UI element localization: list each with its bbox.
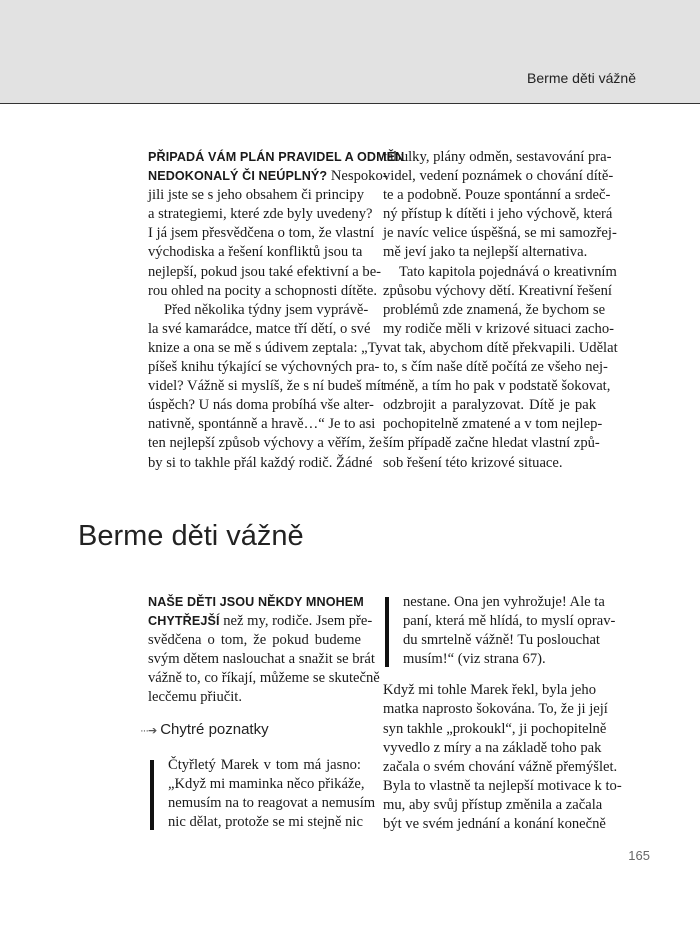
lead-in: CHYTŘEJŠÍ	[148, 614, 220, 629]
text-line: problémů zde znamená, že bychom se	[383, 301, 606, 318]
dotted-arrow-icon: ···➔	[140, 724, 157, 737]
text-line	[148, 612, 373, 631]
lead-in: NAŠE DĚTI JSOU NĚKDY MNOHEM	[148, 595, 364, 609]
text-line: knize a ona se mě s údivem zeptala: „Ty	[148, 339, 383, 356]
text-line: te a podobně. Pouze spontánní a srdeč-	[383, 187, 611, 204]
text-line: videl? Vážně si myslíš, že s ní budeš mít	[148, 378, 385, 395]
text-line: tabulky, plány odměn, sestavování pra-	[383, 149, 612, 165]
text-line: nestane. Ona jen vyhrožuje! Ale ta	[403, 594, 605, 610]
text-line	[148, 167, 388, 186]
spacer	[383, 669, 596, 681]
text-line: ný přístup k dítěti i jeho výchově, která	[383, 206, 613, 223]
text-line: východiska a řešení konfliktů jsou ta	[148, 244, 363, 261]
text-line: la své kamarádce, matce tří dětí, o své	[148, 320, 371, 337]
text-line: odzbrojit a paralyzovat. Dítě je pak	[383, 397, 596, 414]
text-line: Tato kapitola pojednává o kreativním	[399, 263, 617, 280]
text-line: ším případě začne hledat vlastní způ-	[383, 435, 600, 452]
text-line: svým dětem naslouchat a snažit se brát	[148, 651, 375, 668]
text-line: by si to takhle přál každý rodič. Žádné	[148, 454, 373, 471]
text-line: Čtyřletý Marek v tom má jasno:	[168, 756, 361, 773]
text-line: syn takhle „prokoukl“, ji pochopitelně	[383, 720, 607, 737]
text-line: ten nejlepší způsob výchovy a věřím, že	[148, 435, 382, 452]
text-line: píšeš knihu týkající se výchovných pra-	[148, 359, 380, 376]
text-line: du smrtelně vážně! Tu poslouchat	[403, 632, 600, 649]
section-title: Berme děti vážně	[78, 520, 304, 552]
text-line: je navíc velice úspěšná, se mi samozřej-	[383, 225, 617, 242]
text-line: videl, vedení poznámek o chování dítě-	[383, 168, 614, 185]
text-line: a strategiemi, které zde byly uvedeny?	[148, 206, 373, 223]
text-line: svědčena o tom, že pokud budeme	[148, 632, 361, 649]
subhead-label: Chytré poznatky	[160, 720, 269, 738]
text-line: lecčemu přiučit.	[148, 689, 243, 706]
text-line: méně, a tím ho pak v podstatě šokovat,	[383, 378, 611, 395]
text-line: Nespoko-	[327, 168, 388, 185]
text-line: začala o svém chování vážně přemýšlet.	[383, 758, 618, 775]
top-left-column	[148, 148, 405, 473]
text-line: nemusím na to reagovat a nemusím	[168, 794, 376, 811]
text-line: Když mi tohle Marek řekl, byla jeho	[383, 682, 596, 699]
top-right-column	[383, 148, 618, 473]
running-title: Berme děti vážně	[527, 70, 636, 86]
text-line: sob řešení této krizové situace.	[383, 454, 563, 471]
text-line: než my, rodiče. Jsem pře-	[219, 613, 373, 630]
text-line: jili jste se s jeho obsahem či principy	[148, 187, 365, 204]
text-line: Před několika týdny jsem vyprávě-	[164, 301, 369, 318]
text-line: vat tak, abychom dítě překvapili. Udělat	[383, 339, 618, 356]
text-line: musím!“ (viz strana 67).	[403, 651, 546, 668]
quote-bar	[385, 597, 389, 667]
text-line: my rodiče měli v krizové situaci zacho-	[383, 320, 614, 337]
text-line: být ve svém jednání a konání konečně	[383, 816, 606, 833]
quote-block	[148, 756, 376, 832]
text-line: vyvedlo z míry a na základě toho pak	[383, 739, 602, 756]
text-line: mu, aby svůj přístup změnila a začala	[383, 796, 603, 813]
text-line: pochopitelně zmatené a v tom nejlep-	[383, 416, 603, 433]
text-line: vážně to, co říkají, můžeme se skutečně	[148, 670, 380, 687]
text-line: rou ohled na pocity a schopnosti dítěte.	[148, 282, 377, 299]
text-line: úspěch? U nás doma probíhá vše alter-	[148, 397, 374, 414]
bottom-left-column	[140, 593, 380, 832]
text-line: to, s čím naše dítě počítá ze všeho nej-	[383, 359, 608, 376]
text-line: I já jsem přesvědčena o tom, že vlastní	[148, 225, 375, 242]
text-line: způsobu výchovy dětí. Kreativní řešení	[383, 282, 612, 299]
text-line: paní, která mě hlídá, to myslí oprav-	[403, 613, 616, 630]
text-line: Byla to vlastně ta nejlepší motivace k to-	[383, 777, 622, 794]
lead-in: NEDOKONALÝ ČI NEÚPLNÝ?	[148, 169, 328, 184]
text-line: nejlepší, pokud jsou také efektivní a be-	[148, 263, 382, 280]
quote-block	[383, 593, 616, 669]
text-line: „Když mi maminka něco přikáže,	[168, 775, 365, 792]
quote-bar	[150, 760, 154, 830]
text-line: matka naprosto šokována. To, že ji její	[383, 701, 608, 718]
lead-in: PŘIPADÁ VÁM PLÁN PRAVIDEL A ODMĚN	[148, 150, 405, 164]
text-line: mě jeví jako ta nejlepší alternativa.	[383, 244, 588, 261]
running-header	[0, 0, 700, 104]
text-line: nic dělat, protože se mi stejně nic	[168, 813, 363, 830]
page-number: 165	[628, 848, 650, 863]
bottom-right-column	[383, 593, 622, 834]
text-line: nativně, spontánně a hravě…“ Je to asi	[148, 416, 376, 433]
subhead	[140, 720, 361, 742]
